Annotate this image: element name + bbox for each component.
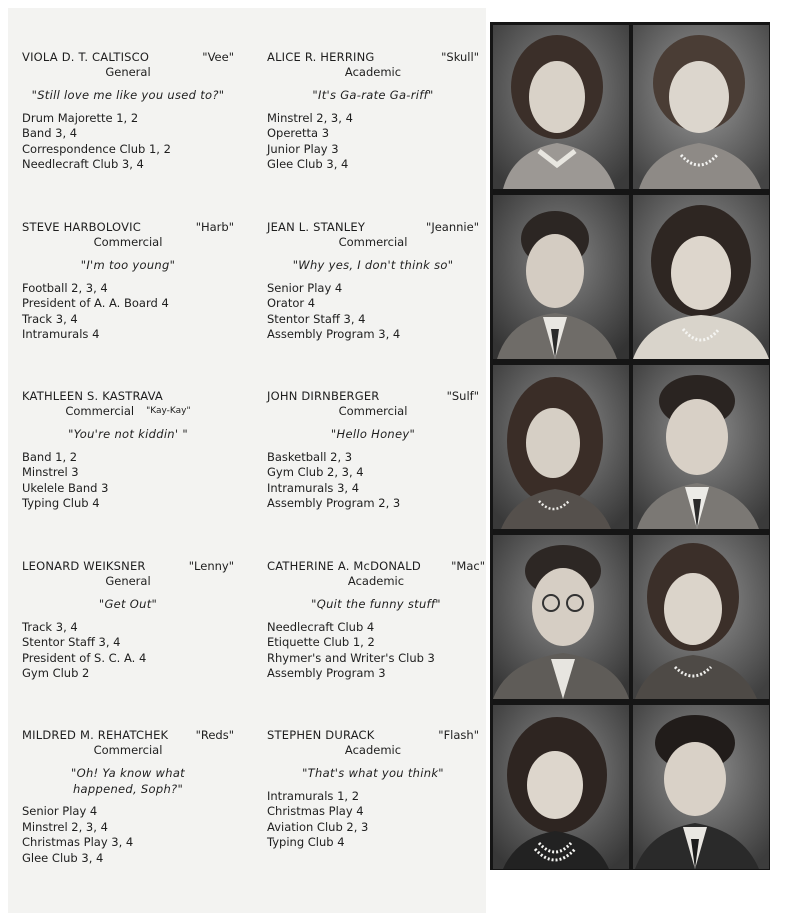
portrait-photo — [493, 535, 629, 699]
activity-item: Aviation Club 2, 3 — [267, 819, 369, 834]
activity-list — [267, 450, 479, 512]
student-name: CATHERINE A. McDONALD — [267, 559, 421, 573]
student-course: Academic — [347, 574, 405, 588]
activity-item: Stentor Staff 3, 4 — [22, 635, 121, 649]
activity-item: Intramurals 1, 2 — [267, 788, 360, 803]
student-nickname: "Flash" — [438, 728, 479, 742]
student-course: Commercial — [338, 235, 408, 249]
activity-item: Ukelele Band 3 — [22, 480, 109, 495]
activity-item: Christmas Play 4 — [267, 804, 364, 818]
activity-item: Basketball 2, 3 — [267, 449, 353, 464]
student-course-label: Commercial — [65, 404, 135, 418]
activity-item: Needlecraft Club 3, 4 — [22, 157, 144, 171]
portrait-girl-curly-hair-icon — [493, 25, 629, 189]
student-name: LEONARD WEIKSNER — [22, 559, 146, 573]
activity-item: Christmas Play 3, 4 — [22, 835, 134, 849]
student-nickname: "Vee" — [202, 50, 234, 64]
student-name: STEPHEN DURACK — [267, 728, 375, 742]
student-quote: "Get Out" — [98, 597, 158, 611]
portrait-photo — [633, 195, 769, 359]
student-nickname: "Mac" — [451, 559, 485, 573]
student-quote: "Oh! Ya know what happened, Soph?" — [71, 766, 185, 796]
student-entry — [22, 559, 234, 682]
activity-list — [22, 281, 234, 343]
student-course: Commercial — [93, 743, 163, 757]
activity-item: Intramurals 4 — [22, 327, 100, 341]
text-panel — [8, 8, 486, 913]
student-nickname: "Kay-Kay" — [146, 406, 191, 416]
activity-item: Gym Club 2, 3, 4 — [267, 465, 364, 479]
portrait-girl-necklace-icon — [633, 535, 769, 699]
student-course — [22, 404, 234, 420]
activity-item: Glee Club 3, 4 — [267, 157, 349, 171]
activity-item: Orator 4 — [267, 296, 316, 310]
portrait-photo — [493, 195, 629, 359]
activity-item: Band 3, 4 — [22, 126, 78, 140]
activity-list — [267, 281, 479, 343]
activity-item: Typing Club 4 — [267, 835, 345, 849]
student-entry — [267, 559, 485, 682]
student-name: STEVE HARBOLOVIC — [22, 220, 141, 234]
activity-list — [22, 450, 234, 512]
activity-item: Assembly Program 2, 3 — [267, 496, 401, 510]
portrait-girl-fur-collar-icon — [633, 195, 769, 359]
activity-item: Drum Majorette 1, 2 — [22, 110, 139, 125]
student-nickname: "Harb" — [195, 220, 234, 234]
student-entry — [267, 50, 479, 173]
activity-item: Minstrel 2, 3, 4 — [267, 110, 353, 125]
activity-item: President of S. C. A. 4 — [22, 650, 147, 665]
student-entry — [267, 728, 479, 851]
portrait-boy-wavy-hair-icon — [633, 705, 769, 869]
activity-item: Needlecraft Club 4 — [267, 619, 375, 634]
student-quote: "It's Ga-rate Ga-riff" — [312, 88, 434, 102]
student-quote: "Hello Honey" — [330, 427, 416, 441]
portrait-photo — [633, 705, 769, 869]
student-course: Academic — [344, 743, 402, 757]
activity-item: Gym Club 2 — [22, 666, 90, 680]
student-nickname: "Lenny" — [188, 559, 234, 573]
activity-item: Correspondence Club 1, 2 — [22, 141, 171, 156]
activity-item: Assembly Program 3 — [267, 666, 386, 680]
portrait-boy-suit-tie-icon — [493, 195, 629, 359]
activity-item: Senior Play 4 — [267, 280, 343, 295]
activity-item: Junior Play 3 — [267, 141, 339, 156]
portrait-boy-glasses-icon — [493, 535, 629, 699]
student-name: VIOLA D. T. CALTISCO — [22, 50, 150, 64]
portrait-photo — [633, 25, 769, 189]
portrait-photo — [493, 705, 629, 869]
portrait-photo — [633, 365, 769, 529]
portrait-girl-pearls-icon — [493, 705, 629, 869]
student-name: KATHLEEN S. KASTRAVA — [22, 389, 163, 403]
student-course: General — [105, 65, 151, 79]
activity-item: Stentor Staff 3, 4 — [267, 311, 366, 326]
activity-item: Operetta 3 — [267, 126, 330, 140]
student-name: ALICE R. HERRING — [267, 50, 375, 64]
activity-item: Band 1, 2 — [22, 449, 78, 464]
activity-item: Minstrel 3 — [22, 465, 79, 479]
student-course: General — [105, 574, 151, 588]
activity-item: Track 3, 4 — [22, 619, 78, 634]
activity-item: Rhymer's and Writer's Club 3 — [267, 650, 435, 665]
activity-item: Intramurals 3, 4 — [267, 480, 360, 495]
student-entry — [22, 220, 234, 343]
portrait-boy-smiling-icon — [633, 365, 769, 529]
student-nickname: "Jeannie" — [426, 220, 479, 234]
student-name: MILDRED M. REHATCHEK — [22, 728, 169, 742]
student-entry — [267, 389, 479, 512]
student-nickname: "Reds" — [195, 728, 234, 742]
activity-item: Football 2, 3, 4 — [22, 280, 108, 295]
activity-item: Minstrel 2, 3, 4 — [22, 819, 108, 834]
student-nickname: "Sulf" — [446, 389, 479, 403]
photo-strip — [490, 22, 770, 870]
activity-list — [22, 111, 234, 173]
portrait-photo — [633, 535, 769, 699]
student-entry — [22, 728, 234, 866]
activity-item: Track 3, 4 — [22, 311, 78, 326]
student-quote: "Quit the funny stuff" — [311, 597, 441, 611]
student-name: JOHN DIRNBERGER — [267, 389, 380, 403]
activity-item: Senior Play 4 — [22, 804, 98, 818]
student-entry — [267, 220, 479, 343]
student-course: Commercial — [93, 235, 163, 249]
student-quote: "I'm too young" — [80, 258, 176, 272]
student-entry — [22, 50, 234, 173]
portrait-girl-long-hair-icon — [493, 365, 629, 529]
activity-item: Assembly Program 3, 4 — [267, 327, 401, 341]
student-entry — [22, 389, 234, 512]
student-course: Academic — [344, 65, 402, 79]
activity-item: Etiquette Club 1, 2 — [267, 635, 375, 649]
student-name: JEAN L. STANLEY — [267, 220, 366, 234]
student-quote: "Why yes, I don't think so" — [292, 258, 454, 272]
student-quote: "That's what you think" — [302, 766, 444, 780]
portrait-girl-pearl-necklace-icon — [633, 25, 769, 189]
student-quote: "Still love me like you used to?" — [31, 88, 225, 102]
portrait-photo — [493, 365, 629, 529]
student-quote: "You're not kiddin' " — [68, 427, 188, 441]
activity-list — [22, 804, 234, 866]
activity-item: Typing Club 4 — [22, 496, 100, 510]
activity-item: President of A. A. Board 4 — [22, 296, 169, 310]
portrait-photo — [493, 25, 629, 189]
student-course: Commercial — [338, 404, 408, 418]
activity-list — [267, 620, 485, 682]
activity-list — [267, 111, 479, 173]
activity-list — [267, 789, 479, 851]
student-nickname: "Skull" — [441, 50, 479, 64]
activity-item: Glee Club 3, 4 — [22, 850, 104, 865]
activity-list — [22, 620, 234, 682]
